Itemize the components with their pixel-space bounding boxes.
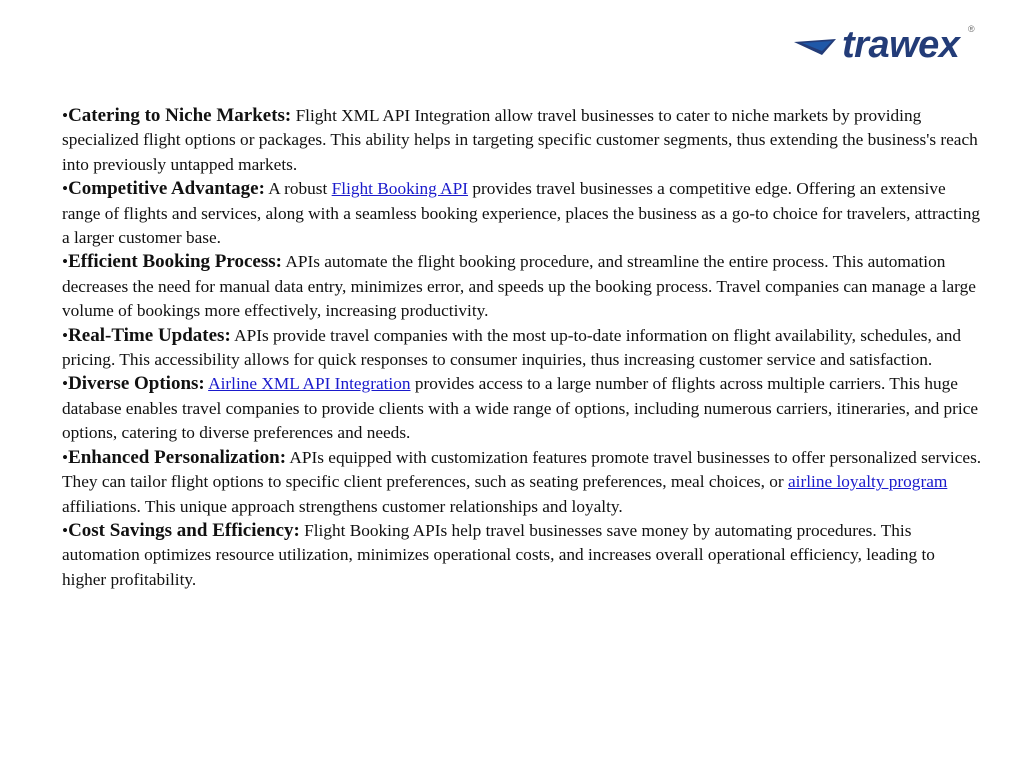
item-heading: Competitive Advantage: [68,178,265,200]
item-heading: Catering to Niche Markets: [68,105,292,126]
bullet-item-efficient-booking: •Efficient Booking Process: APIs automate the flight booking procedure, and streamline the entire process. This automation decreases the need for manual data entry, minimizes error, and speeds up the booking process. Travel companies can manage a large volume of bookings more effectively, increasing productivity. [62,251,976,321]
flight-booking-api-link[interactable]: Flight Booking API [331,179,469,199]
item-text: Flight XML API Integration allow travel businesses to cater to niche markets by providing specialized flight options or packages. This ability helps in targeting specific customer segments, thus extending the business's reach into previously untapped markets. [62,106,978,174]
item-heading: Enhanced Personalization: [68,446,287,468]
item-text: APIs automate the flight booking procedure, and streamline the entire process. This automation decreases the need for manual data entry, minimizes error, and speeds up the booking process. Travel companies can manage a large volume of bookings more effectively, increasing productivity. [62,252,976,321]
item-heading: Real-Time Updates: [68,324,231,346]
item-heading: Efficient Booking Process: [68,251,282,273]
logo-text: trawex [842,24,960,66]
item-text: provides travel businesses a competitive edge. Offering an extensive range of flights and services, along with a seamless booking experience, places the business as a go-to choice for travelers, attracting a larger customer base. [62,179,980,248]
item-text: affiliations. This unique approach strengthens customer relationships and loyalty. [62,496,623,516]
bullet-item-real-time-updates: •Real-Time Updates: APIs provide travel companies with the most up-to-date information on flight availability, schedules, and pricing. This accessibility allows for quick responses to consumer inquiries, thus increasing customer service and satisfaction. [62,324,962,370]
registered-mark: ® [968,24,975,34]
airline-xml-api-integration-link[interactable]: Airline XML API Integration [208,374,411,394]
item-text: A robust [264,179,332,199]
bullet-item-diverse-options: •Diverse Options: Airline XML API Integration provides access to a large number of flights across multiple carriers. This huge database enables travel companies to provide clients with a wide range of options, including numerous carriers, itineraries, and price options, catering to diverse preferences and needs. [62,373,979,443]
benefits-list [62,104,982,592]
bullet-item-cost-savings: •Cost Savings and Efficiency: Flight Booking APIs help travel businesses save money by automating procedures. This automation optimizes resource utilization, minimizes operational costs, and increases overall operational efficiency, leading to higher profitability. [62,519,935,589]
airline-loyalty-program-link[interactable]: airline loyalty program [788,472,948,492]
bullet-item-niche-markets: •Catering to Niche Markets: Flight XML API Integration allow travel businesses to cater to niche markets by providing specialized flight options or packages. This ability helps in targeting specific customer segments, thus extending the business's reach into previously untapped markets. [62,105,978,174]
bullet-item-enhanced-personalization: •Enhanced Personalization: APIs equipped with customization features promote travel businesses to offer personalized services. They can tailor flight options to specific client preferences, such as seating preferences, meal choices, or airline loyalty program affiliations. This unique approach strengthens customer relationships and loyalty. [62,446,982,516]
item-text: provides access to a large number of flights across multiple carriers. This huge database enables travel companies to provide clients with a wide range of options, including numerous carriers, itineraries, and price options, catering to diverse preferences and needs. [62,374,979,443]
item-heading: Cost Savings and Efficiency: [68,519,300,541]
item-text: APIs equipped with customization features promote travel businesses to offer personalized services. They can tailor flight options to specific client preferences, such as seating preferences, meal choices, or [62,447,982,492]
item-text: APIs provide travel companies with the most up-to-date information on flight availability, schedules, and pricing. This accessibility allows for quick responses to consumer inquiries, thus increasing customer service and satisfaction. [62,325,962,370]
plane-arrow-icon [792,22,842,68]
item-heading: Diverse Options: [68,373,205,395]
trawex-logo [792,22,1002,68]
bullet-item-competitive-advantage: •Competitive Advantage: A robust Flight Booking API provides travel businesses a competitive edge. Offering an extensive range of flights and services, along with a seamless booking experience, places the business as a go-to choice for travelers, attracting a larger customer base. [62,178,980,248]
item-text: Flight Booking APIs help travel businesses save money by automating procedures. This automation optimizes resource utilization, minimizes operational costs, and increases overall operational efficiency, leading to higher profitability. [62,520,935,589]
